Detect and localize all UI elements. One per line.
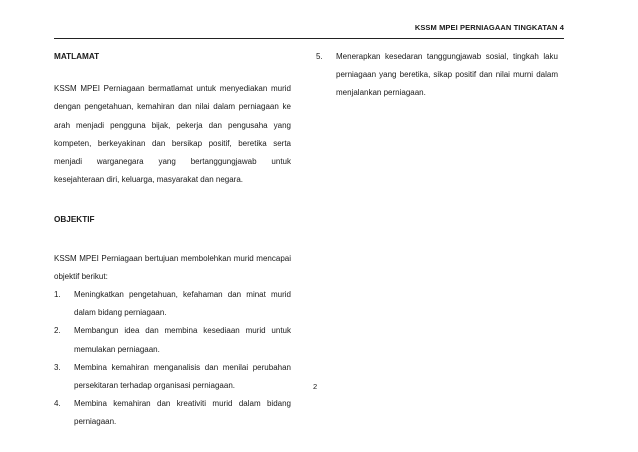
matlamat-heading: MATLAMAT [54, 52, 100, 61]
objective-item-2 [54, 322, 291, 358]
right-column [316, 48, 558, 103]
objective-number: 1. [54, 290, 61, 300]
matlamat-text: KSSM MPEI Perniagaan bermatlamat untuk menyediakan murid dengan pengetahuan, kemahiran dan nilai dalam perniagaan ke arah menjadi pengguna bijak, pekerja dan pengusaha yang kompeten, berkeyakinan dan bersikap positif, beretika serta menjadi warganegara yang bertanggungjawab untuk kesejahteraan diri, keluarga, masyarakat dan negara. [54, 84, 291, 185]
objektif-intro: KSSM MPEI Perniagaan bertujuan membolehkan murid mencapai objektif berikut: [54, 253, 291, 281]
objective-item-1 [54, 286, 291, 322]
objective-number: 2. [54, 326, 61, 336]
page-header-title: KSSM MPEI PERNIAGAAN TINGKATAN 4 [414, 23, 564, 32]
objective-number: 4. [54, 399, 61, 409]
header-rule [54, 38, 564, 39]
objective-item-4 [54, 395, 291, 431]
objective-item-5 [316, 48, 558, 103]
objective-text: Membina kemahiran menganalisis dan menilai perubahan persekitaran terhadap organisasi perniagaan. [74, 362, 291, 391]
page-number: 2 [313, 382, 318, 391]
objective-number: 5. [316, 52, 323, 61]
objective-text: Membina kemahiran dan kreativiti murid dalam bidang perniagaan. [74, 399, 291, 427]
objective-text: Menerapkan kesedaran tanggungjawab sosial, tingkah laku perniagaan yang beretika, sikap positif dan nilai murni dalam menjalankan perniagaan. [336, 52, 558, 98]
left-column [54, 48, 291, 432]
objective-number: 3. [54, 362, 61, 372]
objektif-heading: OBJEKTIF [54, 215, 95, 225]
objective-text: Meningkatkan pengetahuan, kefahaman dan minat murid dalam bidang perniagaan. [74, 290, 291, 318]
objective-text: Membangun idea dan membina kesediaan murid untuk memulakan perniagaan. [74, 326, 291, 354]
objective-item-3 [54, 359, 291, 395]
